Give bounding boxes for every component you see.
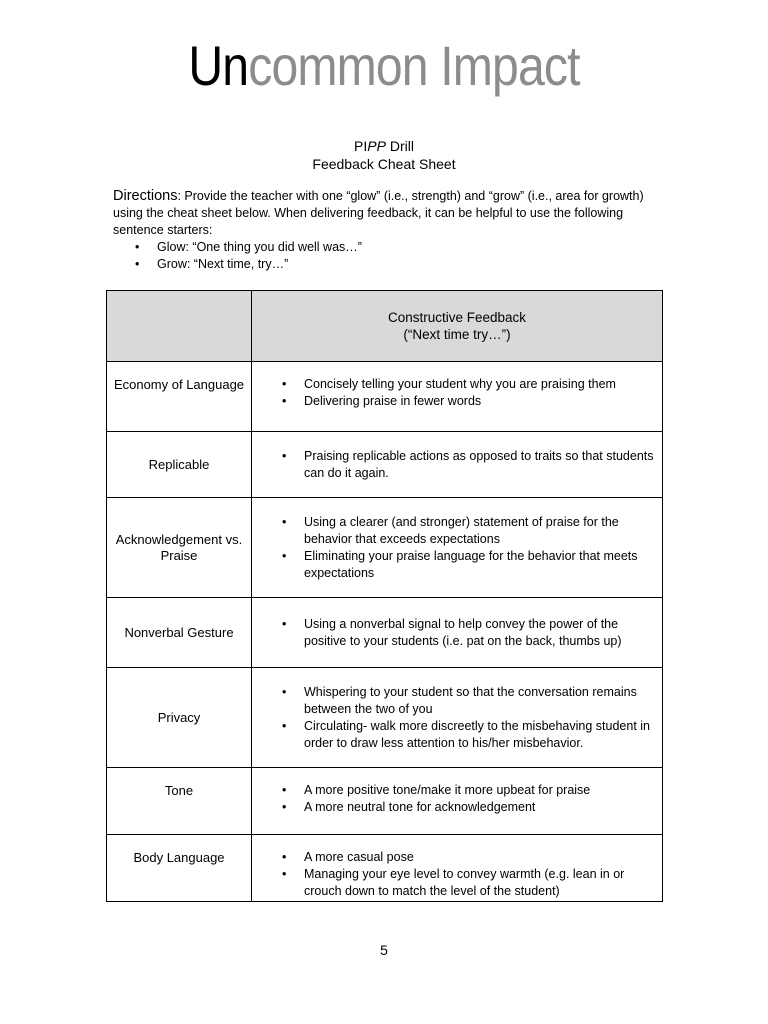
feedback-cell xyxy=(252,598,663,668)
feedback-cell xyxy=(252,768,663,835)
table-row xyxy=(107,835,663,902)
category-cell: Body Language xyxy=(107,835,252,902)
category-cell: Nonverbal Gesture xyxy=(107,598,252,668)
directions-text: : Provide the teacher with one “glow” (i.e., strength) and “grow” (i.e., area for growth) using the cheat sheet below. When delivering feedback, it can be helpful to use the following sentence starters: xyxy=(113,189,644,237)
logo xyxy=(54,34,714,97)
table-row xyxy=(107,668,663,768)
sentence-starters xyxy=(113,239,653,273)
table-row xyxy=(107,498,663,598)
table-row xyxy=(107,598,663,668)
feedback-item: • Managing your eye level to convey warmth (e.g. lean in or crouch down to match the level of the student) xyxy=(252,866,656,900)
feedback-cell xyxy=(252,362,663,432)
category-cell: Privacy xyxy=(107,668,252,768)
header-blank-cell xyxy=(107,291,252,362)
feedback-item: • Using a nonverbal signal to help convey the power of the positive to your students (i.e. pat on the back, thumbs up) xyxy=(252,616,656,650)
header-constructive-feedback: Constructive Feedback (“Next time try…”) xyxy=(252,291,663,362)
feedback-cell xyxy=(252,835,663,902)
drill-title: PIPP Drill xyxy=(354,138,414,154)
feedback-cell xyxy=(252,432,663,498)
category-cell: Economy of Language xyxy=(107,362,252,432)
category-cell: Tone xyxy=(107,768,252,835)
feedback-item: • Delivering praise in fewer words xyxy=(252,393,656,410)
feedback-item: • Praising replicable actions as opposed to traits so that students can do it again. xyxy=(252,448,656,482)
document-heading xyxy=(0,137,768,173)
category-cell: Replicable xyxy=(107,432,252,498)
table-row xyxy=(107,768,663,835)
table-row xyxy=(107,362,663,432)
feedback-item: • Whispering to your student so that the conversation remains between the two of you xyxy=(252,684,656,718)
category-cell: Acknowledgement vs. Praise xyxy=(107,498,252,598)
feedback-item: • A more casual pose xyxy=(252,849,656,866)
page-number: 5 xyxy=(380,942,388,958)
table-row xyxy=(107,432,663,498)
starter-grow: • Grow: “Next time, try…” xyxy=(113,256,653,273)
feedback-cell xyxy=(252,668,663,768)
directions-label: Directions xyxy=(113,188,178,204)
table-header-row xyxy=(107,291,663,362)
feedback-table xyxy=(106,290,663,902)
feedback-item: • Eliminating your praise language for the behavior that meets expectations xyxy=(252,548,656,582)
directions-paragraph xyxy=(113,188,653,239)
logo-part-common-impact: common Impact xyxy=(248,34,580,97)
logo-part-un: Un xyxy=(188,34,249,97)
starter-glow: • Glow: “One thing you did well was…” xyxy=(113,239,653,256)
feedback-item: • Circulating- walk more discreetly to the misbehaving student in order to draw less attention to his/her misbehavior. xyxy=(252,718,656,752)
sheet-title: Feedback Cheat Sheet xyxy=(312,156,456,172)
feedback-item: • A more neutral tone for acknowledgement xyxy=(252,799,656,816)
feedback-item: • Concisely telling your student why you are praising them xyxy=(252,376,656,393)
feedback-cell xyxy=(252,498,663,598)
directions xyxy=(113,188,653,273)
feedback-item: • Using a clearer (and stronger) statement of praise for the behavior that exceeds expectations xyxy=(252,514,656,548)
feedback-item: • A more positive tone/make it more upbeat for praise xyxy=(252,782,656,799)
